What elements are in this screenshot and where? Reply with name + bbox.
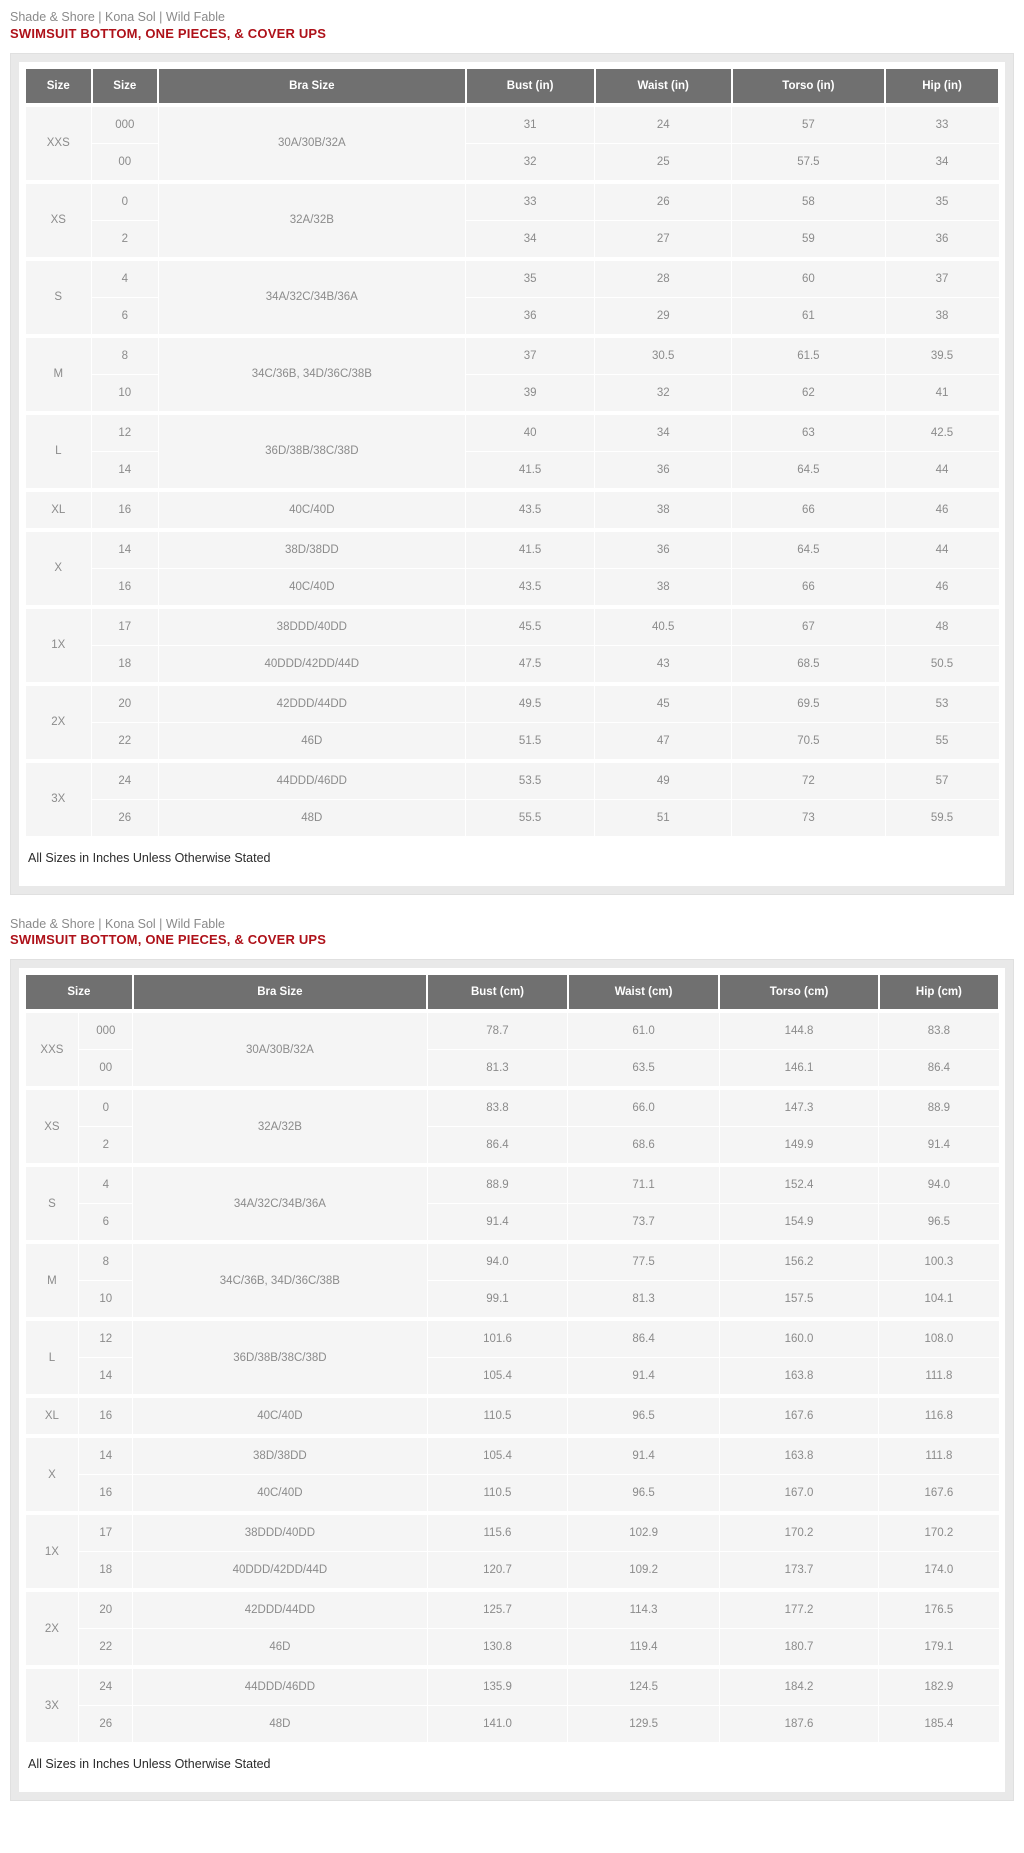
bust-cell: 135.9: [427, 1667, 568, 1706]
hip-cell: 34: [885, 143, 999, 182]
size-group-cell: XL: [25, 1396, 79, 1436]
size-group-cell: S: [25, 1165, 79, 1242]
waist-cell: 29: [595, 297, 732, 336]
torso-cell: 57.5: [732, 143, 885, 182]
waist-cell: 51: [595, 799, 732, 836]
hip-cell: 104.1: [879, 1281, 999, 1320]
bra-size-cell: 42DDD/44DD: [133, 1590, 427, 1629]
size-group-cell: XXS: [25, 1011, 79, 1088]
torso-cell: 66: [732, 490, 885, 530]
size-group-cell: XS: [25, 1088, 79, 1165]
size-number-cell: 17: [79, 1513, 133, 1552]
bust-cell: 41.5: [466, 530, 595, 569]
hip-cell: 176.5: [879, 1590, 999, 1629]
torso-cell: 167.6: [719, 1396, 879, 1436]
torso-cell: 163.8: [719, 1436, 879, 1475]
table-row: [25, 645, 999, 684]
size-group-cell: 2X: [25, 1590, 79, 1667]
torso-cell: 64.5: [732, 451, 885, 490]
column-header: Size: [25, 974, 133, 1011]
panel-inner: [19, 968, 1005, 1792]
waist-cell: 96.5: [568, 1475, 719, 1514]
panel-inner: [19, 62, 1005, 886]
hip-cell: 37: [885, 259, 999, 298]
bra-size-cell: 38D/38DD: [133, 1436, 427, 1475]
bust-cell: 110.5: [427, 1396, 568, 1436]
section-heading: [10, 917, 1024, 950]
bra-size-cell: 46D: [133, 1629, 427, 1668]
hip-cell: 44: [885, 530, 999, 569]
table-row: [25, 413, 999, 452]
size-number-cell: 4: [79, 1165, 133, 1204]
column-header: Hip (cm): [879, 974, 999, 1011]
torso-cell: 64.5: [732, 530, 885, 569]
torso-cell: 70.5: [732, 722, 885, 761]
bust-cell: 105.4: [427, 1358, 568, 1397]
hip-cell: 38: [885, 297, 999, 336]
bra-size-cell: 46D: [158, 722, 466, 761]
torso-cell: 144.8: [719, 1011, 879, 1050]
waist-cell: 96.5: [568, 1396, 719, 1436]
waist-cell: 49: [595, 761, 732, 800]
waist-cell: 61.0: [568, 1011, 719, 1050]
bra-size-cell: 40C/40D: [133, 1396, 427, 1436]
torso-cell: 67: [732, 607, 885, 646]
waist-cell: 119.4: [568, 1629, 719, 1668]
bust-cell: 83.8: [427, 1088, 568, 1127]
hip-cell: 179.1: [879, 1629, 999, 1668]
bra-size-cell: 34C/36B, 34D/36C/38B: [133, 1242, 427, 1319]
bust-cell: 40: [466, 413, 595, 452]
hip-cell: 46: [885, 568, 999, 607]
size-number-cell: 0: [79, 1088, 133, 1127]
bra-size-cell: 34A/32C/34B/36A: [158, 259, 466, 336]
size-group-cell: L: [25, 413, 92, 490]
bra-size-cell: 34C/36B, 34D/36C/38B: [158, 336, 466, 413]
torso-cell: 57: [732, 105, 885, 144]
column-header: Torso (in): [732, 68, 885, 105]
size-group-cell: 3X: [25, 761, 92, 837]
size-group-cell: XXS: [25, 105, 92, 182]
table-row: [25, 259, 999, 298]
size-number-cell: 4: [92, 259, 159, 298]
size-group-cell: XL: [25, 490, 92, 530]
column-header: Waist (cm): [568, 974, 719, 1011]
waist-cell: 63.5: [568, 1050, 719, 1089]
torso-cell: 58: [732, 182, 885, 221]
size-number-cell: 22: [79, 1629, 133, 1668]
torso-cell: 180.7: [719, 1629, 879, 1668]
bust-cell: 81.3: [427, 1050, 568, 1089]
size-chart-panel-inches: [10, 53, 1014, 895]
size-chart-title: SWIMSUIT BOTTOM, ONE PIECES, & COVER UPS: [10, 25, 327, 41]
bust-cell: 43.5: [466, 568, 595, 607]
hip-cell: 39.5: [885, 336, 999, 375]
bra-size-cell: 40C/40D: [158, 490, 466, 530]
hip-cell: 50.5: [885, 645, 999, 684]
hip-cell: 35: [885, 182, 999, 221]
size-chart-section-inches: [0, 10, 1024, 895]
size-group-cell: XS: [25, 182, 92, 259]
column-header: Waist (in): [595, 68, 732, 105]
size-number-cell: 8: [79, 1242, 133, 1281]
size-number-cell: 20: [92, 684, 159, 723]
table-row: [25, 1396, 999, 1436]
hip-cell: 108.0: [879, 1319, 999, 1358]
hip-cell: 42.5: [885, 413, 999, 452]
bust-cell: 31: [466, 105, 595, 144]
bra-size-cell: 40DDD/42DD/44D: [158, 645, 466, 684]
footnote-cm: All Sizes in Inches Unless Otherwise Stated: [24, 1743, 1000, 1787]
torso-cell: 154.9: [719, 1204, 879, 1243]
torso-cell: 61: [732, 297, 885, 336]
table-row: [25, 1011, 999, 1050]
torso-cell: 60: [732, 259, 885, 298]
hip-cell: 111.8: [879, 1358, 999, 1397]
torso-cell: 167.0: [719, 1475, 879, 1514]
size-group-cell: 2X: [25, 684, 92, 761]
size-group-cell: 1X: [25, 1513, 79, 1590]
bust-cell: 51.5: [466, 722, 595, 761]
size-table-inches: [24, 67, 1000, 837]
torso-cell: 152.4: [719, 1165, 879, 1204]
hip-cell: 33: [885, 105, 999, 144]
waist-cell: 34: [595, 413, 732, 452]
hip-cell: 83.8: [879, 1011, 999, 1050]
table-row: [25, 1667, 999, 1706]
hip-cell: 48: [885, 607, 999, 646]
column-header: Hip (in): [885, 68, 999, 105]
bust-cell: 34: [466, 220, 595, 259]
size-group-cell: X: [25, 1436, 79, 1513]
size-chart-section-cm: [0, 917, 1024, 1802]
hip-cell: 167.6: [879, 1475, 999, 1514]
torso-cell: 173.7: [719, 1552, 879, 1591]
column-header: Bra Size: [158, 68, 466, 105]
torso-cell: 63: [732, 413, 885, 452]
table-row: [25, 568, 999, 607]
table-row: [25, 1319, 999, 1358]
waist-cell: 32: [595, 374, 732, 413]
bust-cell: 47.5: [466, 645, 595, 684]
waist-cell: 40.5: [595, 607, 732, 646]
size-number-cell: 14: [92, 530, 159, 569]
hip-cell: 174.0: [879, 1552, 999, 1591]
waist-cell: 129.5: [568, 1706, 719, 1743]
hip-cell: 111.8: [879, 1436, 999, 1475]
table-row: [25, 1706, 999, 1743]
bust-cell: 88.9: [427, 1165, 568, 1204]
column-header: Bust (cm): [427, 974, 568, 1011]
bust-cell: 35: [466, 259, 595, 298]
size-number-cell: 10: [79, 1281, 133, 1320]
hip-cell: 46: [885, 490, 999, 530]
size-number-cell: 000: [92, 105, 159, 144]
table-row: [25, 1436, 999, 1475]
torso-cell: 160.0: [719, 1319, 879, 1358]
waist-cell: 114.3: [568, 1590, 719, 1629]
size-number-cell: 00: [92, 143, 159, 182]
size-number-cell: 2: [92, 220, 159, 259]
size-chart-panel-cm: [10, 959, 1014, 1801]
waist-cell: 36: [595, 530, 732, 569]
bra-size-cell: 40DDD/42DD/44D: [133, 1552, 427, 1591]
bra-size-cell: 38DDD/40DD: [158, 607, 466, 646]
size-number-cell: 24: [92, 761, 159, 800]
bra-size-cell: 30A/30B/32A: [158, 105, 466, 182]
bust-cell: 125.7: [427, 1590, 568, 1629]
bra-size-cell: 36D/38B/38C/38D: [133, 1319, 427, 1396]
table-row: [25, 336, 999, 375]
hip-cell: 36: [885, 220, 999, 259]
torso-cell: 156.2: [719, 1242, 879, 1281]
size-chart-title: SWIMSUIT BOTTOM, ONE PIECES, & COVER UPS: [10, 932, 327, 948]
bust-cell: 94.0: [427, 1242, 568, 1281]
hip-cell: 88.9: [879, 1088, 999, 1127]
torso-cell: 187.6: [719, 1706, 879, 1743]
table-row: [25, 684, 999, 723]
section-heading: [10, 10, 1024, 43]
size-group-cell: 1X: [25, 607, 92, 684]
bust-cell: 37: [466, 336, 595, 375]
bust-cell: 99.1: [427, 1281, 568, 1320]
bra-size-cell: 34A/32C/34B/36A: [133, 1165, 427, 1242]
hip-cell: 94.0: [879, 1165, 999, 1204]
hip-cell: 100.3: [879, 1242, 999, 1281]
table-row: [25, 490, 999, 530]
torso-cell: 147.3: [719, 1088, 879, 1127]
table-row: [25, 761, 999, 800]
hip-cell: 91.4: [879, 1127, 999, 1166]
torso-cell: 157.5: [719, 1281, 879, 1320]
bust-cell: 53.5: [466, 761, 595, 800]
torso-cell: 61.5: [732, 336, 885, 375]
bust-cell: 78.7: [427, 1011, 568, 1050]
bust-cell: 141.0: [427, 1706, 568, 1743]
torso-cell: 146.1: [719, 1050, 879, 1089]
size-number-cell: 8: [92, 336, 159, 375]
bust-cell: 41.5: [466, 451, 595, 490]
hip-cell: 41: [885, 374, 999, 413]
table-row: [25, 1088, 999, 1127]
table-row: [25, 530, 999, 569]
size-number-cell: 16: [92, 490, 159, 530]
torso-cell: 73: [732, 799, 885, 836]
bust-cell: 120.7: [427, 1552, 568, 1591]
table-row: [25, 1165, 999, 1204]
column-header: Bra Size: [133, 974, 427, 1011]
table-row: [25, 1513, 999, 1552]
bust-cell: 115.6: [427, 1513, 568, 1552]
table-row: [25, 722, 999, 761]
waist-cell: 30.5: [595, 336, 732, 375]
size-group-cell: X: [25, 530, 92, 607]
table-row: [25, 607, 999, 646]
size-number-cell: 18: [79, 1552, 133, 1591]
bra-size-cell: 32A/32B: [133, 1088, 427, 1165]
torso-cell: 177.2: [719, 1590, 879, 1629]
size-number-cell: 16: [92, 568, 159, 607]
bust-cell: 43.5: [466, 490, 595, 530]
size-number-cell: 14: [92, 451, 159, 490]
hip-cell: 44: [885, 451, 999, 490]
bust-cell: 86.4: [427, 1127, 568, 1166]
bust-cell: 36: [466, 297, 595, 336]
bust-cell: 55.5: [466, 799, 595, 836]
bust-cell: 49.5: [466, 684, 595, 723]
torso-cell: 163.8: [719, 1358, 879, 1397]
size-group-cell: 3X: [25, 1667, 79, 1743]
bust-cell: 32: [466, 143, 595, 182]
table-row: [25, 1475, 999, 1514]
waist-cell: 27: [595, 220, 732, 259]
hip-cell: 59.5: [885, 799, 999, 836]
size-number-cell: 12: [92, 413, 159, 452]
column-header: Torso (cm): [719, 974, 879, 1011]
size-number-cell: 00: [79, 1050, 133, 1089]
waist-cell: 26: [595, 182, 732, 221]
torso-cell: 59: [732, 220, 885, 259]
waist-cell: 43: [595, 645, 732, 684]
torso-cell: 68.5: [732, 645, 885, 684]
torso-cell: 62: [732, 374, 885, 413]
bust-cell: 101.6: [427, 1319, 568, 1358]
torso-cell: 184.2: [719, 1667, 879, 1706]
bra-size-cell: 44DDD/46DD: [133, 1667, 427, 1706]
table-row: [25, 1590, 999, 1629]
table-row: [25, 1242, 999, 1281]
waist-cell: 102.9: [568, 1513, 719, 1552]
waist-cell: 45: [595, 684, 732, 723]
bust-cell: 33: [466, 182, 595, 221]
size-number-cell: 20: [79, 1590, 133, 1629]
hip-cell: 182.9: [879, 1667, 999, 1706]
table-row: [25, 1552, 999, 1591]
size-group-cell: L: [25, 1319, 79, 1396]
hip-cell: 96.5: [879, 1204, 999, 1243]
column-header: Bust (in): [466, 68, 595, 105]
torso-cell: 66: [732, 568, 885, 607]
waist-cell: 36: [595, 451, 732, 490]
size-number-cell: 16: [79, 1475, 133, 1514]
size-number-cell: 6: [79, 1204, 133, 1243]
size-number-cell: 17: [92, 607, 159, 646]
bra-size-cell: 40C/40D: [158, 568, 466, 607]
hip-cell: 55: [885, 722, 999, 761]
waist-cell: 109.2: [568, 1552, 719, 1591]
column-header: Size: [25, 68, 92, 105]
size-table-cm: [24, 973, 1000, 1743]
size-number-cell: 16: [79, 1396, 133, 1436]
torso-cell: 170.2: [719, 1513, 879, 1552]
size-number-cell: 2: [79, 1127, 133, 1166]
size-group-cell: M: [25, 1242, 79, 1319]
size-group-cell: S: [25, 259, 92, 336]
bust-cell: 130.8: [427, 1629, 568, 1668]
size-number-cell: 12: [79, 1319, 133, 1358]
table-row: [25, 182, 999, 221]
waist-cell: 66.0: [568, 1088, 719, 1127]
table-row: [25, 799, 999, 836]
size-number-cell: 14: [79, 1436, 133, 1475]
torso-cell: 69.5: [732, 684, 885, 723]
waist-cell: 68.6: [568, 1127, 719, 1166]
size-number-cell: 000: [79, 1011, 133, 1050]
waist-cell: 124.5: [568, 1667, 719, 1706]
waist-cell: 24: [595, 105, 732, 144]
footnote-inches: All Sizes in Inches Unless Otherwise Stated: [24, 837, 1000, 881]
hip-cell: 57: [885, 761, 999, 800]
bust-cell: 39: [466, 374, 595, 413]
waist-cell: 28: [595, 259, 732, 298]
brand-line: Shade & Shore | Kona Sol | Wild Fable: [10, 916, 225, 931]
hip-cell: 86.4: [879, 1050, 999, 1089]
waist-cell: 38: [595, 490, 732, 530]
bra-size-cell: 44DDD/46DD: [158, 761, 466, 800]
size-chart-page: [0, 10, 1024, 1801]
hip-cell: 116.8: [879, 1396, 999, 1436]
bra-size-cell: 48D: [158, 799, 466, 836]
bust-cell: 45.5: [466, 607, 595, 646]
waist-cell: 71.1: [568, 1165, 719, 1204]
waist-cell: 81.3: [568, 1281, 719, 1320]
table-row: [25, 105, 999, 144]
bra-size-cell: 38DDD/40DD: [133, 1513, 427, 1552]
column-header: Size: [92, 68, 159, 105]
waist-cell: 77.5: [568, 1242, 719, 1281]
waist-cell: 86.4: [568, 1319, 719, 1358]
bust-cell: 110.5: [427, 1475, 568, 1514]
size-number-cell: 26: [79, 1706, 133, 1743]
torso-cell: 72: [732, 761, 885, 800]
bra-size-cell: 38D/38DD: [158, 530, 466, 569]
bra-size-cell: 32A/32B: [158, 182, 466, 259]
bra-size-cell: 48D: [133, 1706, 427, 1743]
torso-cell: 149.9: [719, 1127, 879, 1166]
waist-cell: 73.7: [568, 1204, 719, 1243]
bust-cell: 105.4: [427, 1436, 568, 1475]
size-number-cell: 24: [79, 1667, 133, 1706]
bra-size-cell: 30A/30B/32A: [133, 1011, 427, 1088]
size-number-cell: 0: [92, 182, 159, 221]
waist-cell: 91.4: [568, 1358, 719, 1397]
table-row: [25, 1629, 999, 1668]
waist-cell: 91.4: [568, 1436, 719, 1475]
size-number-cell: 14: [79, 1358, 133, 1397]
hip-cell: 185.4: [879, 1706, 999, 1743]
size-group-cell: M: [25, 336, 92, 413]
size-number-cell: 22: [92, 722, 159, 761]
bra-size-cell: 36D/38B/38C/38D: [158, 413, 466, 490]
hip-cell: 53: [885, 684, 999, 723]
bra-size-cell: 40C/40D: [133, 1475, 427, 1514]
size-number-cell: 10: [92, 374, 159, 413]
waist-cell: 25: [595, 143, 732, 182]
brand-line: Shade & Shore | Kona Sol | Wild Fable: [10, 10, 225, 24]
hip-cell: 170.2: [879, 1513, 999, 1552]
waist-cell: 47: [595, 722, 732, 761]
bra-size-cell: 42DDD/44DD: [158, 684, 466, 723]
size-number-cell: 26: [92, 799, 159, 836]
waist-cell: 38: [595, 568, 732, 607]
bust-cell: 91.4: [427, 1204, 568, 1243]
size-number-cell: 6: [92, 297, 159, 336]
size-number-cell: 18: [92, 645, 159, 684]
